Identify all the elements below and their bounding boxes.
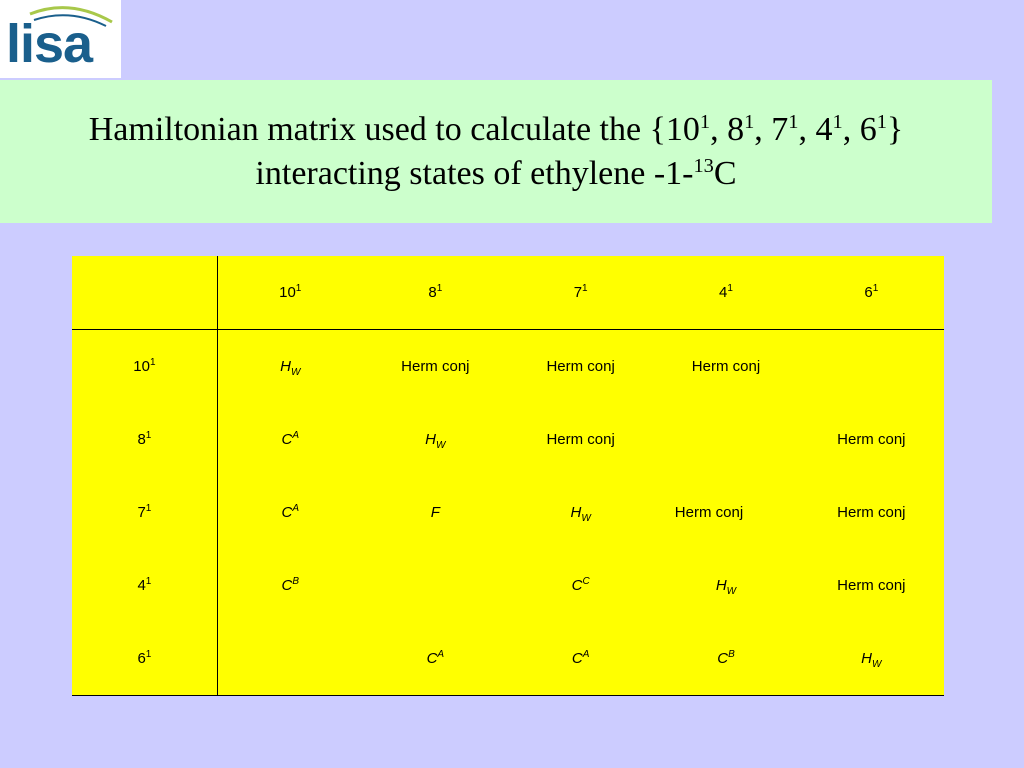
matrix-cell <box>217 403 362 476</box>
hamiltonian-matrix-table <box>72 256 944 696</box>
isotope-superscript: 13 <box>693 154 714 177</box>
title-line-2: interacting states of ethylene -1-$^{13}$C <box>255 154 737 192</box>
matrix-cell <box>653 622 798 696</box>
state-superscript: 1 <box>149 357 156 368</box>
matrix-cell <box>508 622 653 696</box>
matrix-cell-text: Herm conj <box>546 431 615 448</box>
lisa-logo <box>0 0 121 78</box>
matrix-cell <box>799 330 944 404</box>
title-state-separator: , <box>842 110 860 148</box>
state-base: 6 <box>864 284 873 301</box>
state-base: 10 <box>133 358 150 375</box>
title-state-base: 6 <box>859 110 877 148</box>
matrix-cell <box>217 330 362 404</box>
row-header-label <box>137 577 151 594</box>
state-superscript: 1 <box>582 283 588 294</box>
col-header-label <box>864 284 878 301</box>
matrix-cell <box>217 622 362 696</box>
matrix-symbol <box>427 650 445 667</box>
symbol-base: C <box>717 650 729 667</box>
title-line-1: Hamiltonian matrix used to calculate the {$10^1$, $8^1$, $7^1$, $4^1$, $6^1$} <box>88 110 904 148</box>
symbol-base: C <box>281 504 293 521</box>
symbol-base: H <box>280 358 291 375</box>
title-state-base: 4 <box>815 110 833 148</box>
matrix-symbol <box>281 431 299 448</box>
symbol-base: H <box>570 504 582 521</box>
matrix-col-header <box>508 256 653 330</box>
matrix-cell-text: Herm conj <box>401 358 470 375</box>
matrix-row <box>72 476 944 549</box>
matrix-cell-text: Herm conj <box>837 504 906 521</box>
matrix-cell <box>363 476 508 549</box>
matrix-row <box>72 330 944 404</box>
title-state-separator: , <box>754 110 772 148</box>
col-header-label <box>719 284 733 301</box>
matrix-row-header <box>72 476 217 549</box>
matrix-cell-text: Herm conj <box>691 358 761 375</box>
matrix-symbol <box>281 577 299 594</box>
col-header-label <box>574 284 588 301</box>
matrix-symbol <box>425 431 446 451</box>
symbol-base: C <box>426 650 438 667</box>
state-superscript: 1 <box>145 649 152 660</box>
row-header-label <box>137 504 151 521</box>
title-state-base: 8 <box>727 110 745 148</box>
matrix-row-header <box>72 549 217 622</box>
matrix-cell <box>799 549 944 622</box>
matrix-col-header <box>799 256 944 330</box>
matrix-cell <box>508 403 653 476</box>
symbol-superscript: B <box>728 649 735 660</box>
matrix-row-header <box>72 330 217 404</box>
title-state-base: 10 <box>665 110 700 148</box>
symbol-superscript: C <box>582 576 590 587</box>
state-base: 8 <box>137 431 146 448</box>
symbol-subscript: W <box>726 586 737 597</box>
symbol-subscript: W <box>290 367 301 378</box>
matrix-cell <box>217 476 362 549</box>
matrix-header-row <box>72 256 944 330</box>
matrix-cell <box>363 549 508 622</box>
title-state-superscript: 1 <box>832 110 843 133</box>
symbol-superscript: A <box>292 430 299 441</box>
matrix-symbol <box>280 358 301 378</box>
matrix-col-header <box>363 256 508 330</box>
matrix-row <box>72 403 944 476</box>
title-state-separator: , <box>710 110 728 148</box>
matrix-cell <box>653 476 798 549</box>
matrix-cell <box>363 622 508 696</box>
title-state-superscript: 1 <box>876 110 887 133</box>
matrix-cell <box>653 549 798 622</box>
state-base: 4 <box>137 577 146 594</box>
state-superscript: 1 <box>872 283 879 294</box>
matrix-col-header <box>653 256 798 330</box>
matrix-cell <box>653 403 798 476</box>
matrix-symbol <box>572 577 590 594</box>
symbol-superscript: A <box>582 649 590 660</box>
lisa-logo-graphic <box>0 0 121 78</box>
title-state-separator: , <box>798 110 816 148</box>
matrix-cell <box>799 403 944 476</box>
state-base: 7 <box>573 284 583 301</box>
matrix-cell-text: Herm conj <box>837 431 906 448</box>
logo-text: lisa <box>6 14 93 74</box>
title-state-base: 7 <box>771 110 789 148</box>
state-base: 6 <box>137 650 146 667</box>
row-header-label <box>137 650 151 667</box>
matrix-cell <box>653 330 798 404</box>
col-header-label <box>428 284 442 301</box>
matrix-cell-text: Herm conj <box>674 504 744 521</box>
state-base: 4 <box>719 284 728 301</box>
matrix-cell <box>363 330 508 404</box>
row-header-label <box>133 358 155 375</box>
matrix-row-header <box>72 622 217 696</box>
col-header-label <box>279 284 301 301</box>
matrix-symbol <box>715 577 737 597</box>
matrix-row <box>72 622 944 696</box>
matrix-cell <box>799 622 944 696</box>
matrix-col-header <box>217 256 362 330</box>
symbol-base: C <box>571 577 583 594</box>
matrix-symbol <box>431 504 440 521</box>
state-superscript: 1 <box>295 283 302 294</box>
title-state-separator: } <box>886 110 904 148</box>
matrix-symbol <box>717 650 735 667</box>
state-base: 7 <box>137 504 146 521</box>
symbol-subscript: W <box>872 659 882 670</box>
row-header-label <box>137 431 151 448</box>
matrix-corner-cell <box>72 256 217 330</box>
matrix-cell <box>508 549 653 622</box>
state-superscript: 1 <box>145 430 152 441</box>
symbol-subscript: W <box>581 513 591 524</box>
matrix-symbol <box>861 650 882 670</box>
symbol-base: H <box>861 650 873 667</box>
title-state-superscript: 1 <box>699 110 711 133</box>
slide-title <box>0 80 992 223</box>
title-state-superscript: 1 <box>744 110 755 133</box>
symbol-base: F <box>430 504 440 521</box>
state-base: 10 <box>279 284 296 301</box>
state-superscript: 1 <box>727 283 733 294</box>
symbol-superscript: B <box>292 576 299 587</box>
matrix-cell-text: Herm conj <box>546 358 615 375</box>
symbol-base: H <box>425 431 437 448</box>
matrix-cell <box>363 403 508 476</box>
symbol-base: C <box>281 431 293 448</box>
title-state-superscript: 1 <box>788 110 799 133</box>
symbol-base: C <box>571 650 583 667</box>
matrix-symbol <box>281 504 299 521</box>
matrix-symbol <box>570 504 591 524</box>
matrix-cell <box>217 549 362 622</box>
symbol-base: C <box>281 577 293 594</box>
symbol-base: H <box>715 577 727 594</box>
matrix-cell-text: Herm conj <box>837 577 906 594</box>
symbol-superscript: A <box>292 503 299 514</box>
matrix-cell <box>508 476 653 549</box>
state-superscript: 1 <box>145 576 152 587</box>
symbol-subscript: W <box>436 440 446 451</box>
symbol-superscript: A <box>437 649 445 660</box>
matrix-cell <box>508 330 653 404</box>
state-base: 8 <box>428 284 437 301</box>
state-superscript: 1 <box>145 503 152 514</box>
matrix-symbol <box>572 650 590 667</box>
state-superscript: 1 <box>436 283 443 294</box>
matrix-row <box>72 549 944 622</box>
matrix-cell <box>799 476 944 549</box>
matrix-row-header <box>72 403 217 476</box>
title-states <box>666 111 903 148</box>
